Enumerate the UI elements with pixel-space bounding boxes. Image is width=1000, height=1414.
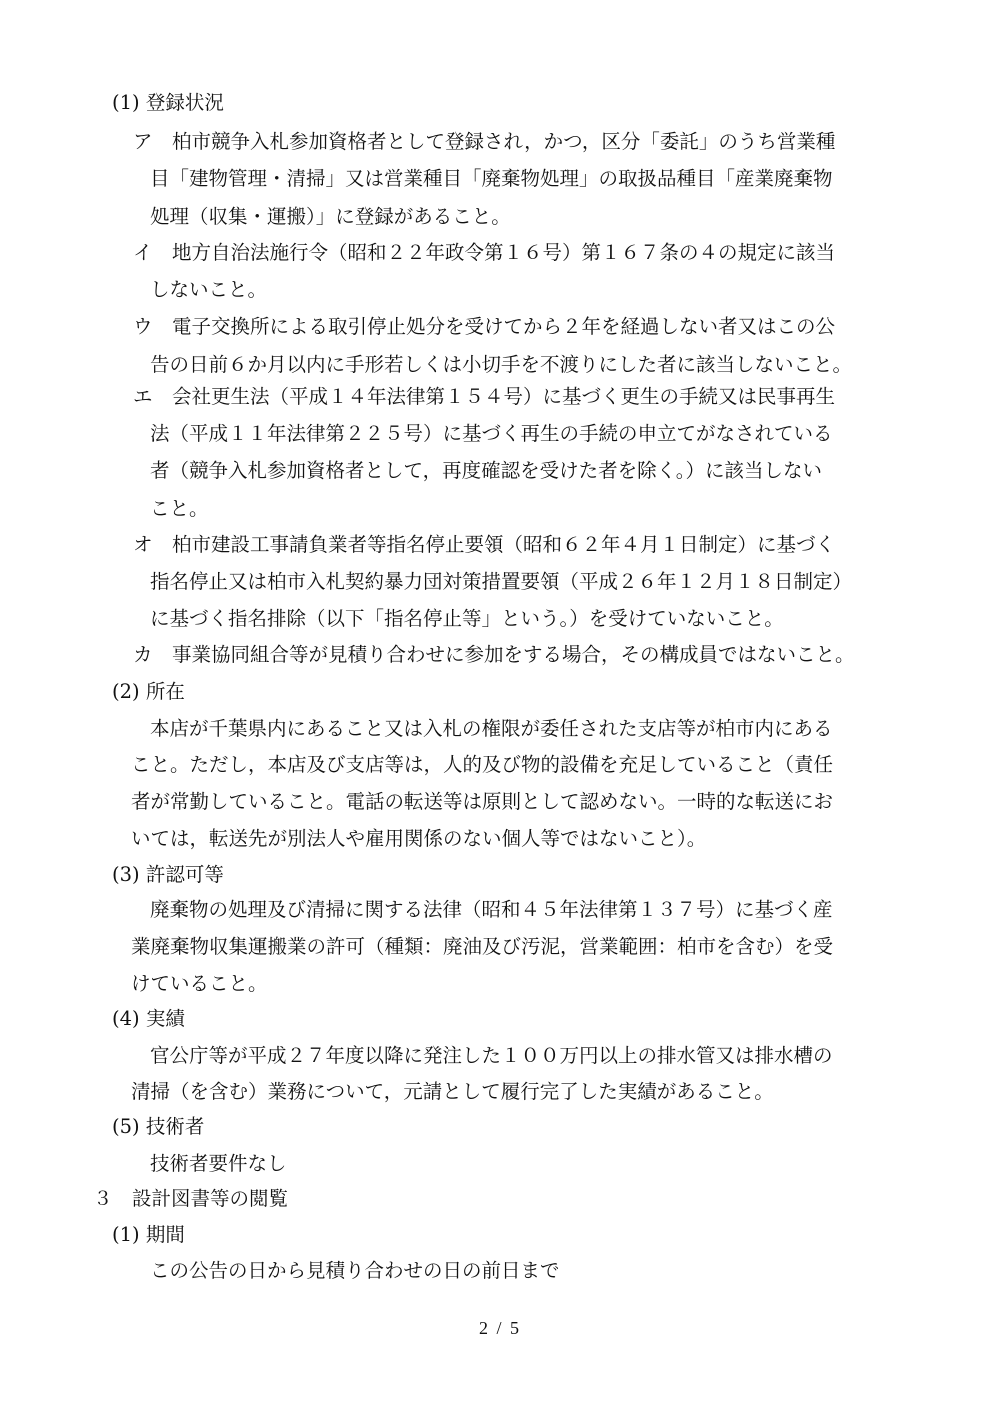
- item-i-line-1: イ 地方自治法施行令（昭和２２年政令第１６号）第１６７条の４の規定に該当: [133, 241, 836, 264]
- item-o-line-1: オ 柏市建設工事請負業者等指名停止要領（昭和６２年４月１日制定）に基づく: [133, 533, 836, 556]
- track-record-line-2: 清掃（を含む）業務について，元請として履行完了した実績があること。: [131, 1080, 774, 1103]
- item-u-line-1: ウ 電子交換所による取引停止処分を受けてから２年を経過しない者又はこの公: [133, 315, 836, 338]
- section-heading-track-record: (4) 実績: [112, 1007, 185, 1030]
- engineer-line-1: 技術者要件なし: [150, 1152, 287, 1175]
- item-e-line-4: こと。: [150, 497, 209, 520]
- period-line-1: この公告の日から見積り合わせの日の前日まで: [150, 1259, 560, 1282]
- item-a-line-2: 目「建物管理・清掃」又は営業種目「廃棄物処理」の取扱品種目「産業廃棄物: [150, 167, 833, 190]
- location-line-4: いては，転送先が別法人や雇用関係のない個人等ではないこと）。: [131, 827, 707, 850]
- permits-line-1: 廃棄物の処理及び清掃に関する法律（昭和４５年法律第１３７号）に基づく産: [150, 898, 833, 921]
- item-ka-line-1: カ 事業協同組合等が見積り合わせに参加をする場合，その構成員ではないこと。: [133, 643, 855, 666]
- section-heading-period: (1) 期間: [112, 1223, 185, 1246]
- item-e-line-2: 法（平成１１年法律第２２５号）に基づく再生の手続の申立てがなされている: [150, 422, 833, 445]
- item-a-line-3: 処理（収集・運搬）」に登録があること。: [150, 205, 511, 228]
- track-record-line-1: 官公庁等が平成２７年度以降に発注した１００万円以上の排水管又は排水槽の: [150, 1044, 833, 1067]
- section-heading-engineer: (5) 技術者: [112, 1115, 205, 1138]
- item-u-line-2: 告の日前６か月以内に手形若しくは小切手を不渡りにした者に該当しないこと。: [150, 353, 853, 376]
- page-number: 2 / 5: [478, 1318, 521, 1338]
- item-o-line-2: 指名停止又は柏市入札契約暴力団対策措置要領（平成２６年１２月１８日制定）: [150, 570, 853, 593]
- permits-line-3: けていること。: [131, 972, 268, 995]
- item-e-line-1: エ 会社更生法（平成１４年法律第１５４号）に基づく更生の手続又は民事再生: [133, 385, 836, 408]
- section-heading-inspection: ３ 設計図書等の閲覧: [93, 1187, 289, 1210]
- item-a-line-1: ア 柏市競争入札参加資格者として登録され，かつ，区分「委託」のうち営業種: [133, 130, 836, 153]
- item-o-line-3: に基づく指名排除（以下「指名停止等」という。）を受けていないこと。: [150, 607, 784, 630]
- permits-line-2: 業廃棄物収集運搬業の許可（種類：廃油及び汚泥，営業範囲：柏市を含む）を受: [131, 935, 834, 958]
- location-line-2: こと。ただし，本店及び支店等は，人的及び物的設備を充足していること（責任: [131, 753, 834, 776]
- item-e-line-3: 者（競争入札参加資格者として，再度確認を受けた者を除く。）に該当しない: [150, 459, 822, 482]
- section-heading-permits: (3) 許認可等: [112, 863, 224, 886]
- section-heading-registration: (1) 登録状況: [112, 91, 224, 114]
- item-i-line-2: しないこと。: [150, 278, 268, 301]
- section-heading-location: (2) 所在: [112, 680, 185, 703]
- location-line-3: 者が常勤していること。電話の転送等は原則として認めない。一時的な転送にお: [131, 790, 834, 813]
- location-line-1: 本店が千葉県内にあること又は入札の権限が委任された支店等が柏市内にある: [150, 717, 833, 740]
